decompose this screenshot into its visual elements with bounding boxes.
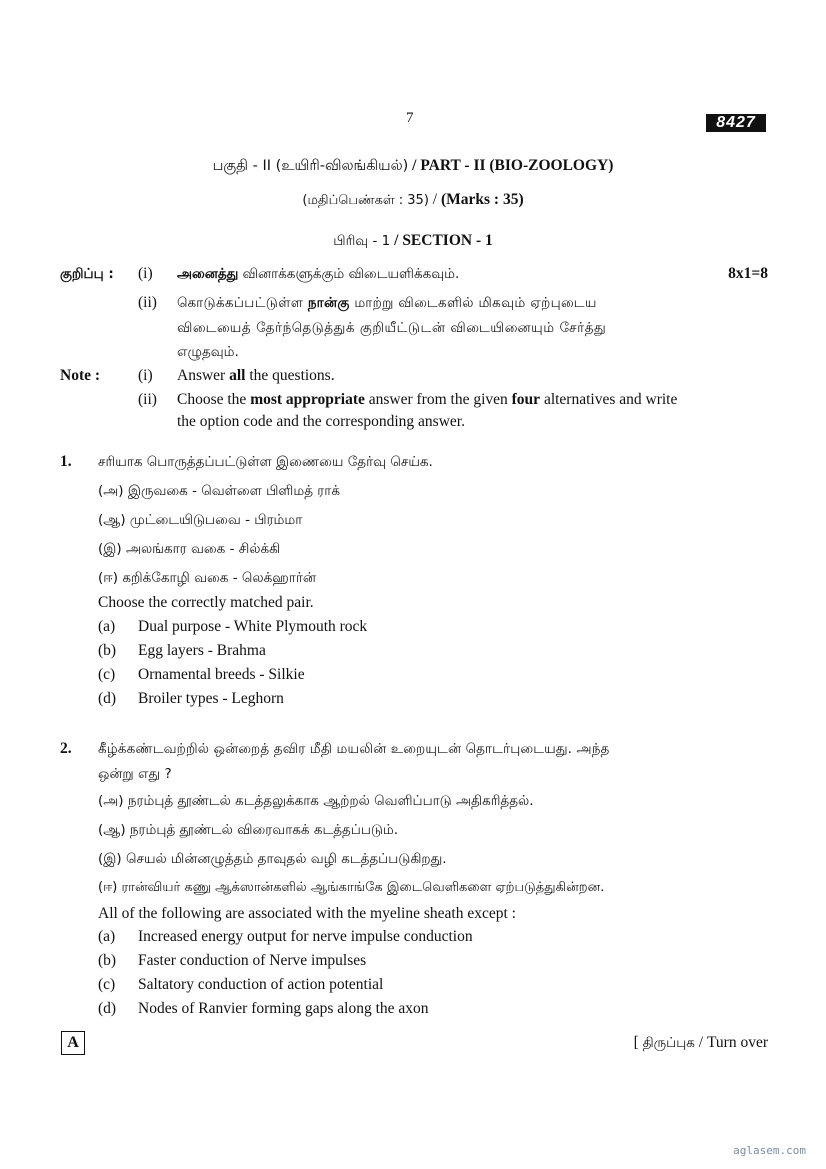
note-ii-line2: the option code and the corresponding answer. [177, 413, 465, 430]
turn-over-en: Turn over [706, 1034, 768, 1051]
question-2-stem-ta: கீழ்க்கண்டவற்றில் ஒன்றைத் தவிர மீதி மயலின் உறையுடன் தொடர்புடையது. அந்த [98, 741, 610, 757]
instr-ii-num: (ii) [138, 294, 157, 311]
marks-en: (Marks : 35) [440, 191, 524, 208]
turn-over [634, 1034, 768, 1053]
part-title-ta: பகுதி - II (உயிரி-விலங்கியல்) [212, 158, 409, 174]
question-2-stem-en: All of the following are associated with the myeline sheath except : [98, 905, 516, 922]
note-ii-pre: Choose the [177, 391, 251, 408]
note-i-num: (i) [138, 367, 153, 384]
instr-i-bold: அனைத்து [177, 266, 239, 282]
note-ii-bold1: most appropriate [250, 391, 365, 408]
q2-option-ta-a: (அ) நரம்புத் தூண்டல் கடத்தலுக்காக ஆற்றல் வெளிப்பாடு அதிகரித்தல். [98, 793, 534, 809]
turn-over-bracket: [ [633, 1034, 643, 1051]
part-title-en: PART - II (BIO-ZOOLOGY) [420, 157, 614, 174]
turn-over-sep: / [694, 1034, 707, 1051]
q1-option-en-b: Egg layers - Brahma [138, 642, 266, 659]
note-i-pre: Answer [177, 367, 230, 384]
question-1-number: 1. [60, 453, 72, 470]
q1-option-en-key-a: (a) [98, 618, 116, 635]
q2-option-en-key-c: (c) [98, 976, 116, 993]
part-title [0, 157, 826, 176]
note-ii-mid: answer from the given [364, 391, 512, 408]
instr-ii-pre: கொடுக்கப்பட்டுள்ள [177, 295, 308, 311]
section-en: SECTION - 1 [402, 232, 493, 249]
q1-option-ta-b: (ஆ) முட்டையிடுபவை - பிரம்மா [98, 512, 303, 528]
note-label: Note : [60, 367, 101, 384]
note-i-text [177, 367, 335, 385]
q2-option-ta-c: (இ) செயல் மின்னழுத்தம் தாவுதல் வழி கடத்தப்படுகிறது. [98, 851, 447, 867]
q2-option-en-key-b: (b) [98, 952, 117, 969]
question-2-number: 2. [60, 740, 72, 757]
q1-option-en-c: Ornamental breeds - Silkie [138, 666, 305, 683]
note-ii-bold2: four [511, 391, 541, 408]
section-ta: பிரிவு - 1 [333, 233, 391, 249]
q2-option-en-c: Saltatory conduction of action potential [138, 976, 384, 993]
instr-ii-line1 [177, 295, 597, 313]
marks-line: (மதிப்பெண்கள் : 35) / (Marks : 35) [302, 191, 524, 208]
note-ii-post: alternatives and write [540, 391, 678, 408]
q2-option-en-a: Increased energy output for nerve impulse conduction [138, 928, 473, 945]
series-letter-box: A [61, 1031, 85, 1055]
note-i-bold: all [229, 367, 246, 384]
page-number: 7 [406, 110, 414, 126]
q2-option-en-key-a: (a) [98, 928, 116, 945]
question-1-stem-en: Choose the correctly matched pair. [98, 594, 314, 611]
q1-option-en-d: Broiler types - Leghorn [138, 690, 284, 707]
watermark: aglasem.com [733, 1144, 806, 1157]
section-heading: பிரிவு - 1 / SECTION - 1 [333, 232, 493, 249]
q1-option-en-key-c: (c) [98, 666, 116, 683]
question-1-stem-ta: சரியாக பொருத்தப்பட்டுள்ள இணையை தேர்வு செய்க. [98, 454, 433, 470]
part-title-sep: / [408, 157, 421, 174]
marks-ta: (மதிப்பெண்கள் : 35) [302, 193, 429, 208]
note-i-post: the questions. [245, 367, 335, 384]
q1-option-ta-d: (ஈ) கறிக்கோழி வகை - லெக்ஹார்ன் [98, 570, 316, 586]
q1-option-ta-a: (அ) இருவகை - வெள்ளை பிளிமத் ராக் [98, 483, 340, 499]
q1-option-en-a: Dual purpose - White Plymouth rock [138, 618, 368, 635]
note-ii-num: (ii) [138, 391, 157, 408]
note-ii-line1 [177, 391, 677, 409]
q1-option-en-key-d: (d) [98, 690, 117, 707]
instr-ii-bold: நான்கு [307, 295, 350, 311]
q2-option-en-d: Nodes of Ranvier forming gaps along the axon [138, 1000, 429, 1017]
instr-ii-line2: விடையைத் தேர்ந்தெடுத்துக் குறியீட்டுடன் விடையினையும் சேர்த்து [177, 320, 607, 336]
instr-ii-post: மாற்று விடைகளில் மிகவும் ஏற்புடைய [349, 295, 597, 311]
turn-over-ta: திருப்புக [642, 1035, 695, 1051]
instr-i-text [177, 266, 459, 284]
q2-option-ta-b: (ஆ) நரம்புத் தூண்டல் விரைவாகக் கடத்தப்படும். [98, 822, 399, 838]
q2-option-ta-d: (ஈ) ரான்வியர் கணு ஆக்ஸான்களில் ஆங்காங்கே இடைவெளிகளை ஏற்படுத்துகின்றன. [98, 880, 605, 895]
q2-option-en-b: Faster conduction of Nerve impulses [138, 952, 367, 969]
instructions-label-ta: குறிப்பு : [60, 266, 114, 282]
paper-code-badge: 8427 [706, 114, 766, 132]
q1-option-ta-c: (இ) அலங்கார வகை - சில்க்கி [98, 541, 281, 557]
question-2-stem-ta-line2: ஒன்று எது ? [98, 766, 172, 782]
instr-ii-line3: எழுதவும். [177, 344, 239, 360]
q2-option-en-key-d: (d) [98, 1000, 117, 1017]
marks-scheme: 8x1=8 [728, 265, 768, 282]
instr-i-num: (i) [138, 265, 153, 282]
instr-i-rest: வினாக்களுக்கும் விடையளிக்கவும். [238, 266, 460, 282]
q1-option-en-key-b: (b) [98, 642, 117, 659]
